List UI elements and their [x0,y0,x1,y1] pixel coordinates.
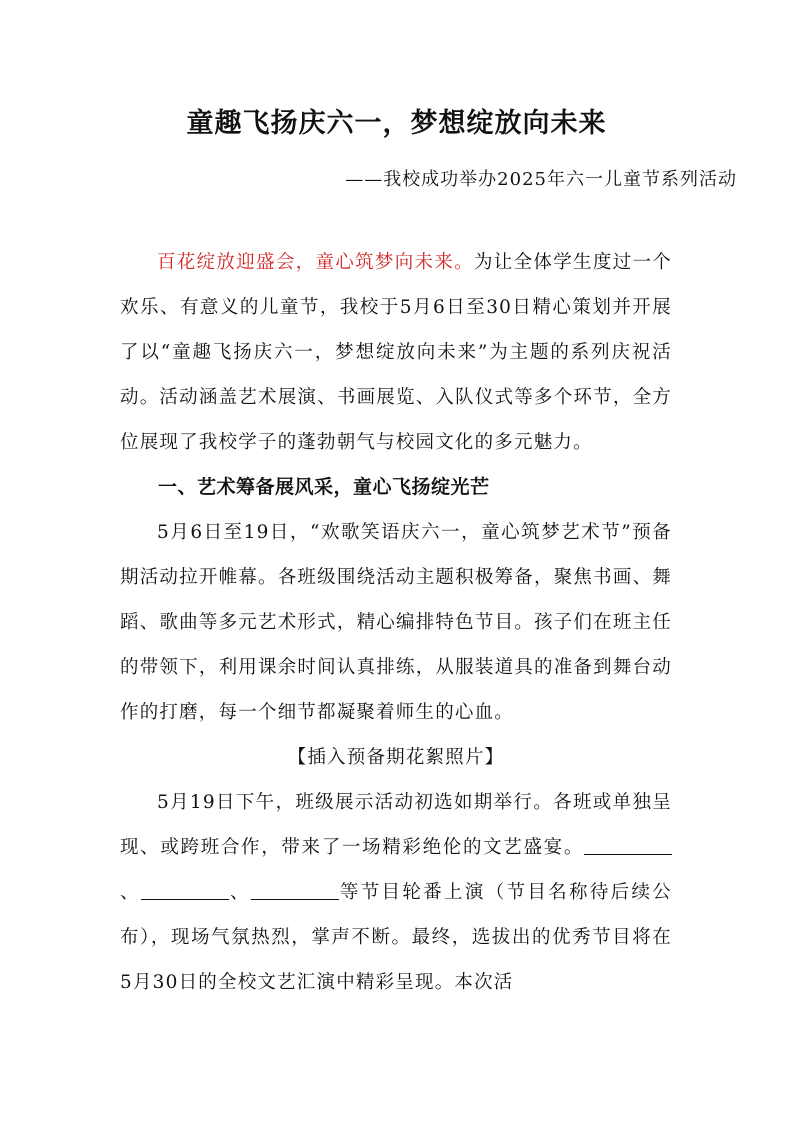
intro-text: 为让全体学生度过一个欢乐、有意义的儿童节，我校于5月6日至30日精心策划并开展了以“童趣飞扬庆六一，梦想绽放向未来”为主题的系列庆祝活动。活动涵盖艺术展演、书画展览、入队仪式等多个环节，全方位展现了我校学子的蓬勃朝气与校园文化的多元魅力。 [120,252,672,453]
section-paragraph-1: 5月6日至19日，“欢歌笑语庆六一，童心筑梦艺术节”预备期活动拉开帷幕。各班级围绕活动主题积极筹备，聚焦书画、舞蹈、歌曲等多元艺术形式，精心编排特色节目。孩子们在班主任的带领下，利用课余时间认真排练，从服装道具的准备到舞台动作的打磨，每一个细节都凝聚着师生的心血。 [120,522,672,723]
document-title: 童趣飞扬庆六一，梦想绽放向未来 [186,108,607,139]
blank-separator-1: 、 [120,882,141,903]
blank-separator-2: 、 [228,882,251,903]
program-blank-2 [141,877,229,900]
intro-paragraph [120,240,672,465]
program-blank-3 [251,877,339,900]
intro-highlight: 百花绽放迎盛会，童心筑梦向未来。 [157,252,474,273]
document-subtitle: ——我校成功举办2025年六一儿童节系列活动 [345,169,737,190]
section-heading: 一、艺术筹备展风采，童心飞扬绽光芒 [158,476,490,498]
section-paragraph-2 [120,780,672,1005]
photo-placeholder: 【插入预备期花絮照片】 [287,747,505,768]
paragraph-2-start: 5月19日下午，班级展示活动初选如期举行。各班或单独呈现、或跨班合作，带来了一场精彩绝伦的文艺盛宴。 [120,792,672,858]
program-blank-1 [584,832,672,855]
document-body [120,240,672,1005]
paragraph-2-end: 等节目轮番上演（节目名称待后续公布），现场气氛热烈，掌声不断。最终，选拔出的优秀节目将在5月30日的全校文艺汇演中精彩呈现。本次活 [120,882,672,993]
